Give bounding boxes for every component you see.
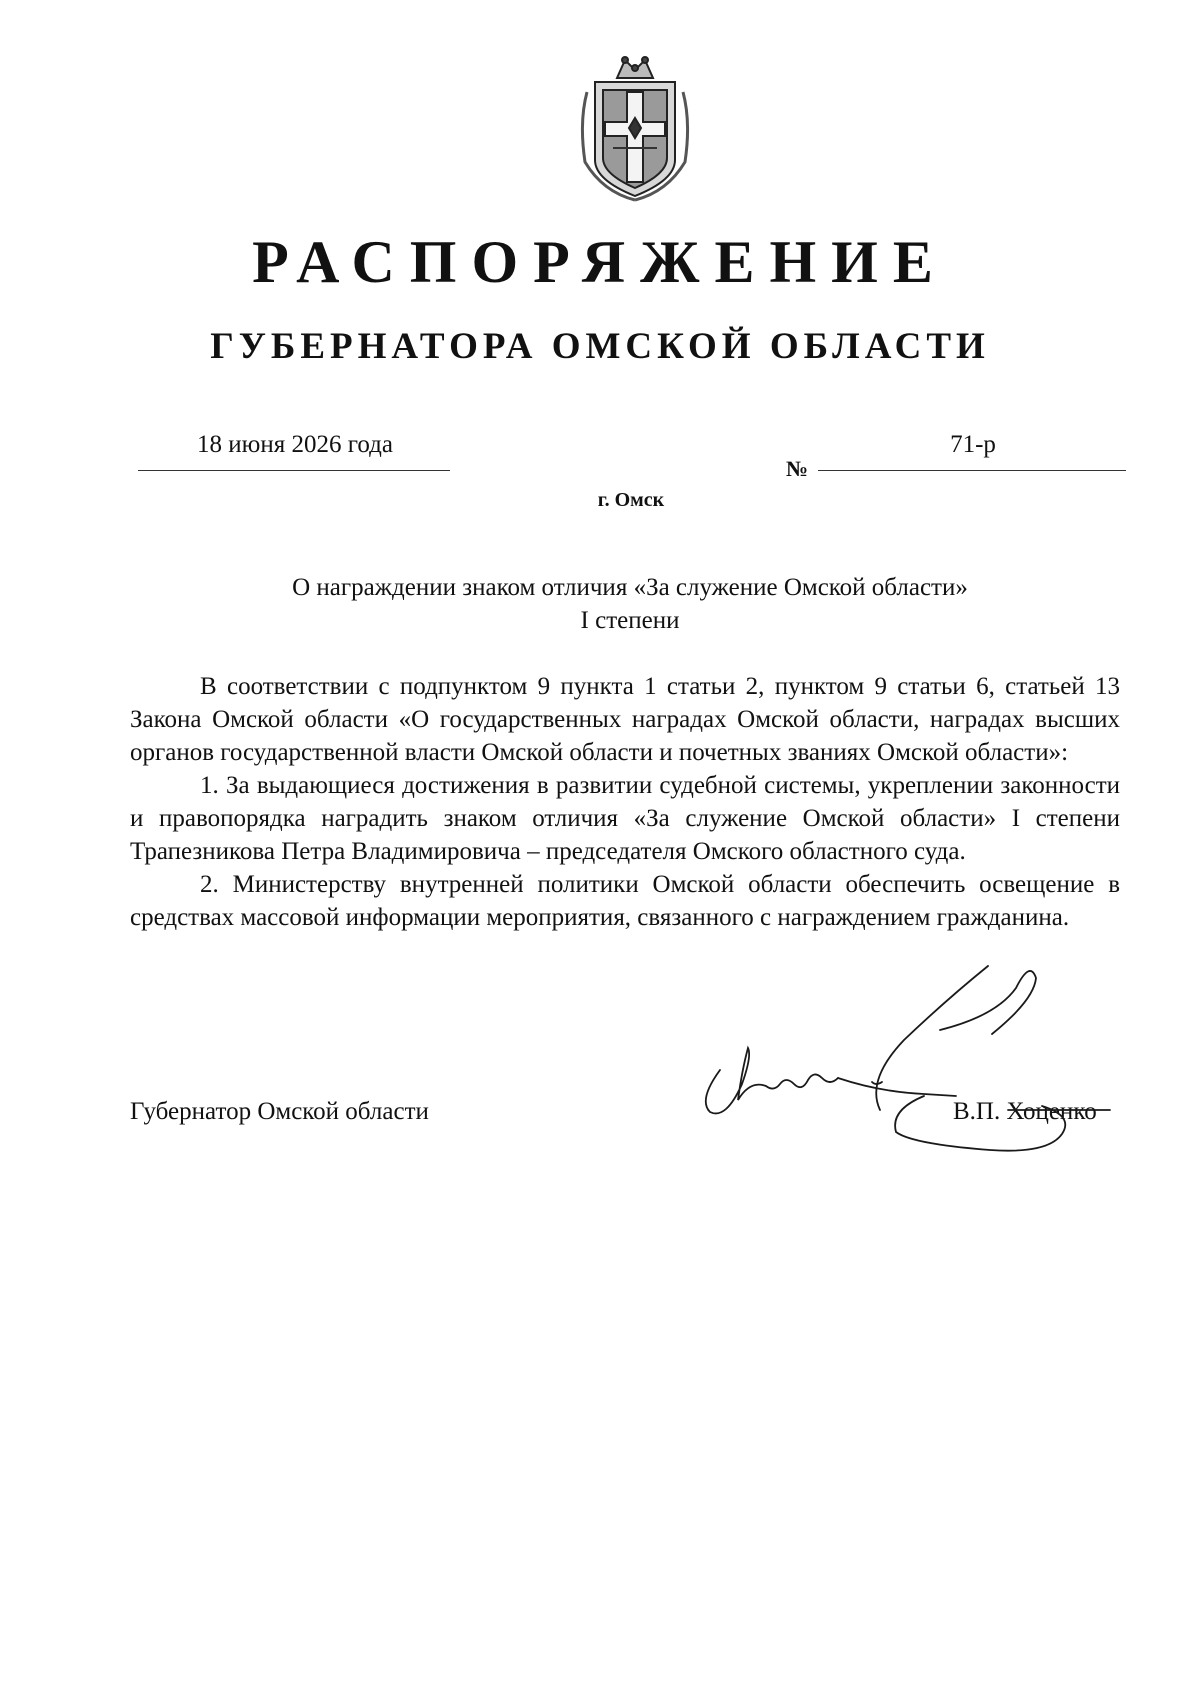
subject-line-2: I степени (580, 607, 680, 634)
order-number: 71-р (950, 431, 996, 458)
order-subject (180, 571, 1080, 637)
body-item-1: 1. За выдающиеся достижения в развитии судебной системы, укреплении законности и правопорядка наградить знаком отличия «За служение Омской области» I степени Трапезникова Петра Владимировича – председателя Омского областного суда. (130, 772, 1120, 865)
signer-position: Губернатор Омской области (130, 1098, 429, 1125)
order-date: 18 июня 2026 года (197, 431, 393, 458)
number-sign: № (786, 456, 809, 481)
date-underline (138, 470, 450, 471)
document-title: РАСПОРЯЖЕНИЕ (252, 229, 948, 295)
number-underline (818, 470, 1126, 471)
body-item-2: 2. Министерству внутренней политики Омской области обеспечить освещение в средствах массовой информации мероприятия, связанного с награждением гражданина. (130, 871, 1120, 931)
handwritten-signature (690, 960, 1140, 1185)
order-body (130, 670, 1120, 934)
document-subtitle: ГУБЕРНАТОРА ОМСКОЙ ОБЛАСТИ (210, 326, 990, 367)
city-name: г. Омск (597, 489, 665, 511)
body-preamble: В соответствии с подпунктом 9 пункта 1 статьи 2, пунктом 9 статьи 6, статьей 13 Закона Омской области «О государственных наградах Омской области, наградах высших органов государственной власти Омской области и почетных званиях Омской области»: (130, 673, 1120, 766)
signer-name: В.П. Хоценко (953, 1098, 1097, 1125)
subject-line-1: О награждении знаком отличия «За служение Омской области» (292, 574, 968, 601)
coat-of-arms-emblem (573, 52, 697, 202)
